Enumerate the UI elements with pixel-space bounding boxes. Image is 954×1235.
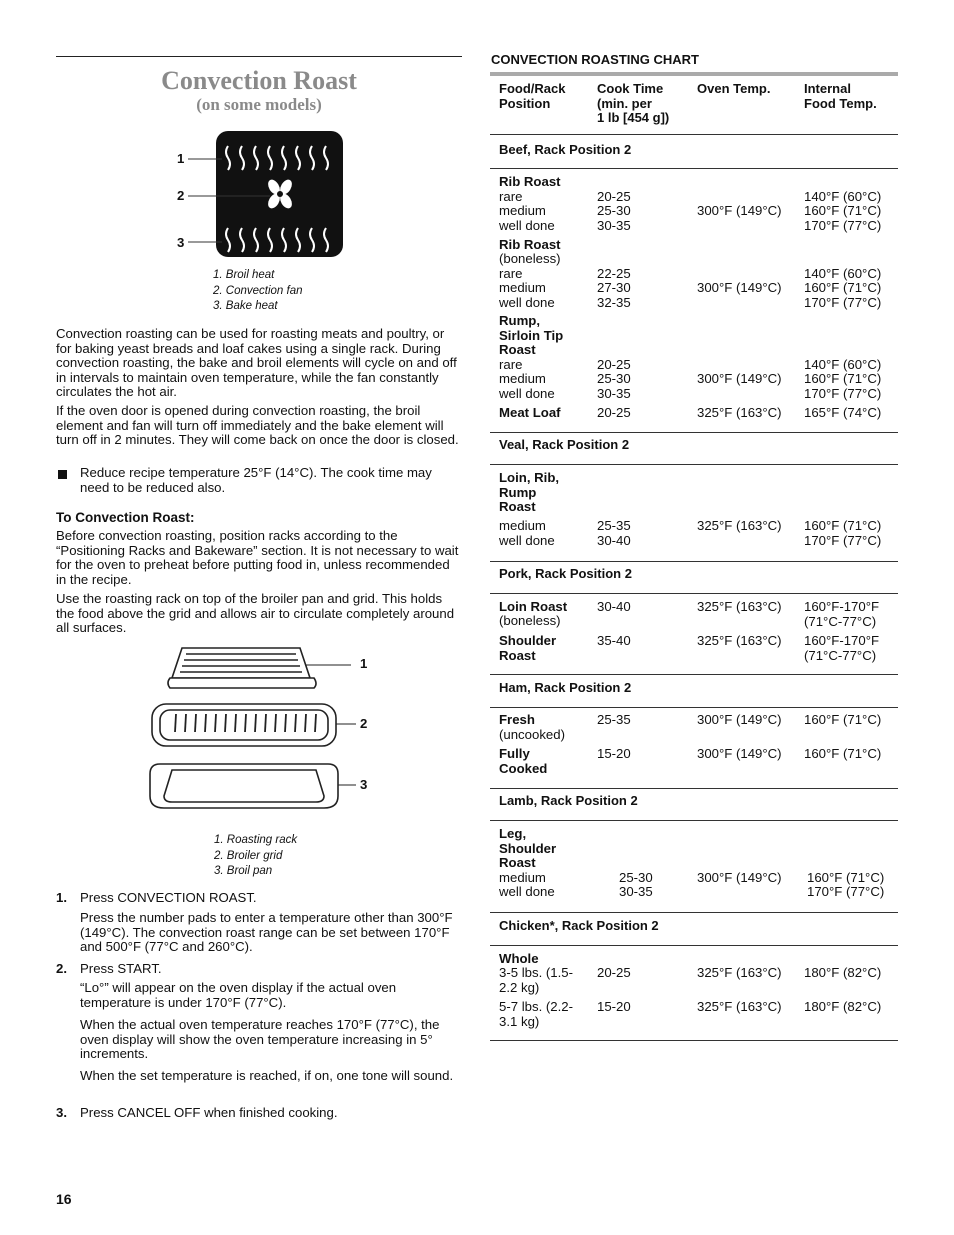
bullet-text: Reduce recipe temperature 25°F (14°C). The cook time may need to be reduced also.: [80, 465, 432, 495]
cook-time-cell: 27-30: [597, 280, 631, 295]
item-name-line: Roast: [499, 499, 536, 515]
oven-captions: [213, 268, 303, 315]
section-pork-heading: Pork, Rack Position 2: [499, 566, 632, 581]
intro-paragraph-1: Convection roasting can be used for roasting meats and poultry, or for baking yeast breads and loaf cakes using a single rack. During convection roasting, the bake and broil elements will cycle on and off in intervals to maintain oven temperature, while the fan constantly circulates the hot air.: [56, 326, 457, 400]
doneness-cell: well done: [499, 295, 555, 310]
cook-time-cell: 35-40: [597, 633, 631, 648]
cook-time-cell: 25-30: [597, 203, 631, 218]
step-2-detail-2: When the actual oven temperature reaches 170°F (77°C), the oven display will show the oven temperature increasing in 5° increments.: [80, 1017, 440, 1062]
page-subtitle: (on some models): [196, 95, 322, 114]
section-rule: [490, 561, 898, 562]
oven-temp-cell: 325°F (163°C): [697, 518, 782, 533]
bullet-marker: [58, 470, 67, 479]
section-lamb-heading: Lamb, Rack Position 2: [499, 793, 638, 808]
doneness-cell: rare: [499, 357, 523, 372]
internal-temp-cell: 160°F-170°F (71°C-77°C): [804, 633, 880, 663]
step-2-detail-1: “Lo°” will appear on the oven display if the actual oven temperature is under 170°F (77°C).: [80, 980, 397, 1010]
section-rule: [490, 432, 898, 433]
page-number: 16: [56, 1191, 72, 1207]
step-3-number: 3.: [56, 1105, 67, 1120]
pan-callout-3: 3: [360, 777, 368, 792]
oven-temp-cell: 300°F (149°C): [697, 712, 782, 727]
section-beef-heading: Beef, Rack Position 2: [499, 142, 632, 157]
item-name: Fresh: [499, 712, 535, 727]
section-rule: [490, 464, 898, 465]
doneness-cell: medium: [499, 870, 546, 885]
section-rule: [490, 820, 898, 821]
doneness-cell: medium: [499, 280, 546, 295]
chart-top-rule: [490, 72, 898, 76]
item-name-line: Loin, Rib,: [499, 470, 560, 485]
item-name-line: Fully: [499, 746, 530, 761]
section-rule: [490, 788, 898, 789]
oven-temp-cell: 325°F (163°C): [697, 599, 782, 614]
section-rule: [490, 674, 898, 675]
oven-temp-cell: 300°F (149°C): [697, 280, 782, 295]
oven-temp-cell: 300°F (149°C): [697, 203, 782, 218]
item-name: Rib Roast: [499, 237, 561, 252]
doneness-cell: medium: [499, 203, 546, 218]
broil-pan-illustration: [150, 764, 356, 808]
cook-time-cell: 30-40: [597, 533, 631, 548]
cook-time-cell: 30-35: [619, 884, 653, 899]
header-cook-time-line-3: 1 lb [454 g]): [597, 110, 670, 125]
intro-paragraph-2: If the oven door is opened during convection roasting, the broil element and fan will turn off immediately and the bake element will turn off in 2 minutes. They will come back on once the door is closed.: [56, 403, 459, 448]
internal-temp-cell: 180°F (82°C): [804, 965, 882, 980]
internal-temp-cell: 160°F-170°F (71°C-77°C): [804, 599, 880, 629]
cook-time-cell: 15-20: [597, 746, 631, 761]
doneness-cell: well done: [499, 884, 555, 899]
broiler-grid-illustration: [152, 704, 356, 746]
oven-temp-cell: 325°F (163°C): [697, 965, 782, 980]
doneness-cell: medium: [499, 518, 546, 533]
item-name: Meat Loaf: [499, 405, 561, 420]
internal-temp-cell: 140°F (60°C): [804, 266, 882, 281]
cook-time-cell: 25-35: [597, 712, 631, 727]
doneness-cell: rare: [499, 189, 523, 204]
internal-temp-cell: 140°F (60°C): [804, 189, 882, 204]
step-1-detail: Press the number pads to enter a temperature other than 300°F (149°C). The convection roast range can be set between 170°F and 500°F (77°C and 260°C).: [80, 910, 453, 955]
header-cook-time-line-1: Cook Time: [597, 81, 664, 96]
step-2-number: 2.: [56, 961, 67, 976]
internal-temp-cell: 165°F (74°C): [804, 405, 882, 420]
howto-paragraph-1: Before convection roasting, position racks according to the “Positioning Racks and Bakeware” section. It is not necessary to wait for the oven to preheat before putting food in, unless recommended in the recipe.: [56, 528, 459, 587]
oven-temp-cell: 300°F (149°C): [697, 746, 782, 761]
doneness-cell: well done: [499, 533, 555, 548]
doneness-cell: rare: [499, 266, 523, 281]
oven-temp-cell: 300°F (149°C): [697, 371, 782, 386]
section-rule: [490, 945, 898, 946]
section-rule: [490, 707, 898, 708]
item-name: [499, 314, 563, 358]
section-ham-heading: Ham, Rack Position 2: [499, 680, 632, 695]
internal-temp-cell: 170°F (77°C): [807, 884, 885, 899]
item-note: (boneless): [499, 613, 561, 628]
step-1-lead: Press CONVECTION ROAST.: [80, 890, 257, 905]
item-name-line: Roast: [499, 342, 536, 358]
item-name: [499, 827, 556, 871]
cook-time-cell: 30-35: [597, 386, 631, 401]
header-rule: [490, 134, 898, 135]
item-name-line: Rump,: [499, 313, 541, 328]
header-food-rack-line-2: Position: [499, 95, 551, 111]
top-rule: [56, 56, 462, 57]
internal-temp-cell: 160°F (71°C): [804, 203, 882, 218]
page-title: Convection Roast: [161, 66, 357, 95]
chart-bottom-rule: [490, 1040, 898, 1041]
item-name-line: Sirloin Tip: [499, 327, 564, 343]
header-internal-temp-line-2: Food Temp.: [804, 95, 877, 111]
oven-cavity-illustration: [170, 128, 350, 260]
internal-temp-cell: 170°F (77°C): [804, 386, 882, 401]
header-food-rack: [499, 82, 565, 111]
cook-time-cell: 30-40: [597, 599, 631, 614]
section-rule: [490, 912, 898, 913]
pan-captions: [214, 833, 297, 880]
oven-temp-cell: 300°F (149°C): [697, 870, 782, 885]
howto-paragraph-2: Use the roasting rack on top of the broiler pan and grid. This holds the food above the grid and allows air to circulate completely around all surfaces.: [56, 591, 455, 636]
section-veal-heading: Veal, Rack Position 2: [499, 437, 630, 452]
doneness-cell: medium: [499, 371, 546, 386]
cook-time-cell: 22-25: [597, 266, 631, 281]
item-name-line: Leg,: [499, 826, 527, 841]
item-name-line: Rump: [499, 484, 537, 500]
item-note: (boneless): [499, 251, 561, 266]
item-name-line: Shoulder: [499, 633, 557, 648]
header-oven-temp-line-1: Oven Temp.: [697, 81, 771, 96]
internal-temp-cell: 170°F (77°C): [804, 295, 882, 310]
item-name: Whole: [499, 951, 539, 966]
internal-temp-cell: 160°F (71°C): [804, 712, 882, 727]
caption-broil-heat: 1. Broil heat: [213, 269, 275, 281]
cook-time-cell: 25-30: [597, 371, 631, 386]
caption-broil-pan: 3. Broil pan: [214, 865, 273, 877]
header-oven-temp: [697, 82, 770, 97]
broiler-pan-illustration: [146, 642, 371, 822]
internal-temp-cell: 160°F (71°C): [804, 280, 882, 295]
item-name: [499, 471, 559, 515]
doneness-cell: well done: [499, 218, 555, 233]
caption-roasting-rack: 1. Roasting rack: [214, 834, 298, 846]
step-3-lead: Press CANCEL OFF when finished cooking.: [80, 1105, 338, 1120]
header-cook-time: [597, 82, 669, 126]
cook-time-cell: 25-30: [619, 870, 653, 885]
oven-callout-3: 3: [177, 235, 185, 250]
step-1-number: 1.: [56, 890, 67, 905]
internal-temp-cell: 170°F (77°C): [804, 533, 882, 548]
internal-temp-cell: 160°F (71°C): [807, 870, 885, 885]
item-name: [499, 747, 547, 776]
item-name: Rib Roast: [499, 174, 561, 189]
caption-broiler-grid: 2. Broiler grid: [214, 849, 283, 862]
internal-temp-cell: 160°F (71°C): [804, 518, 882, 533]
internal-temp-cell: 140°F (60°C): [804, 357, 882, 372]
caption-convection-fan: 2. Convection fan: [213, 284, 303, 297]
cook-time-cell: 25-35: [597, 518, 631, 533]
internal-temp-cell: 160°F (71°C): [804, 371, 882, 386]
cook-time-cell: 32-35: [597, 295, 631, 310]
header-food-rack-line-1: Food/Rack: [499, 81, 566, 96]
header-cook-time-line-2: (min. per: [597, 95, 652, 111]
cook-time-cell: 20-25: [597, 965, 631, 980]
oven-temp-cell: 325°F (163°C): [697, 405, 782, 420]
doneness-cell: well done: [499, 386, 555, 401]
cook-time-cell: 15-20: [597, 999, 631, 1014]
howto-heading: To Convection Roast:: [56, 510, 195, 525]
internal-temp-cell: 160°F (71°C): [804, 746, 882, 761]
cook-time-cell: 20-25: [597, 405, 631, 420]
caption-bake-heat: 3. Bake heat: [213, 300, 278, 312]
internal-temp-cell: 170°F (77°C): [804, 218, 882, 233]
oven-callout-1: 1: [177, 151, 185, 166]
oven-temp-cell: 325°F (163°C): [697, 633, 782, 648]
item-note: (uncooked): [499, 727, 565, 742]
item-name: Loin Roast: [499, 599, 568, 614]
item-name-line: Roast: [499, 855, 536, 871]
roasting-rack-illustration: [168, 648, 351, 688]
item-name-line: Shoulder: [499, 840, 557, 856]
pan-callout-1: 1: [360, 656, 368, 671]
header-internal-temp-line-1: Internal: [804, 81, 851, 96]
cook-time-cell: 30-35: [597, 218, 631, 233]
section-chicken-heading: Chicken*, Rack Position 2: [499, 918, 659, 933]
cook-time-cell: 20-25: [597, 357, 631, 372]
header-internal-temp: [804, 82, 877, 111]
section-rule: [490, 593, 898, 594]
weight-cell: 5-7 lbs. (2.2-3.1 kg): [499, 999, 574, 1029]
weight-cell: 3-5 lbs. (1.5-2.2 kg): [499, 965, 574, 995]
oven-callout-2: 2: [177, 188, 185, 203]
section-rule: [490, 168, 898, 169]
cook-time-cell: 20-25: [597, 189, 631, 204]
chart-title: CONVECTION ROASTING CHART: [491, 52, 699, 67]
item-name-line: Roast: [499, 647, 536, 663]
item-name-line: Cooked: [499, 760, 548, 776]
item-name: [499, 634, 556, 663]
oven-temp-cell: 325°F (163°C): [697, 999, 782, 1014]
internal-temp-cell: 180°F (82°C): [804, 999, 882, 1014]
step-2-lead: Press START.: [80, 961, 162, 976]
pan-callout-2: 2: [360, 716, 368, 731]
step-2-detail-3: When the set temperature is reached, if on, one tone will sound.: [80, 1068, 454, 1083]
